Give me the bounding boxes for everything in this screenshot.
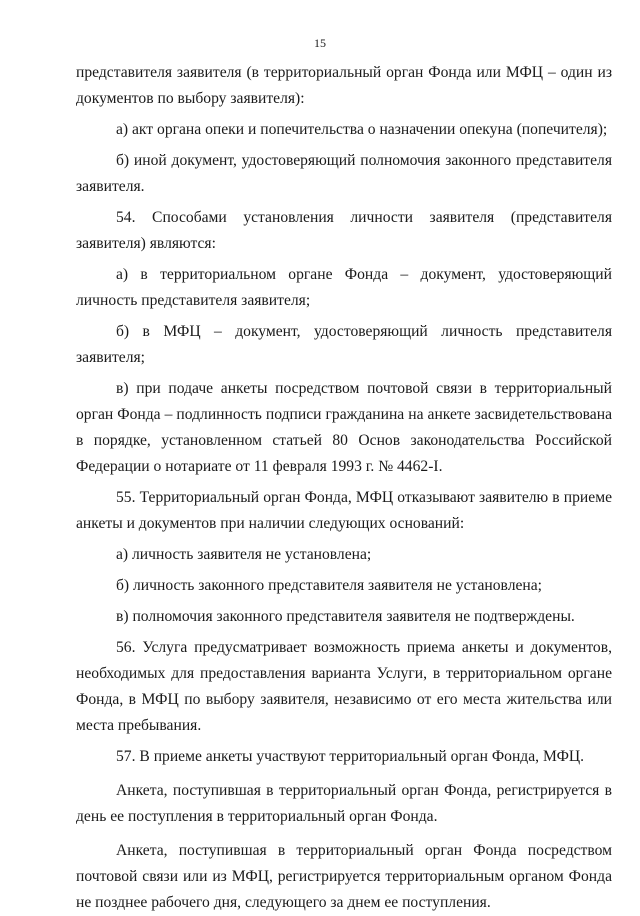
- document-body: [76, 60, 612, 916]
- paragraph-56: 56. Услуга предусматривает возможность приема анкеты и документов, необходимых для предоставления варианта Услуги, в территориальном органе Фонда, в МФЦ по выбору заявителя, независимо от его места жительства или места пребывания.: [76, 639, 612, 734]
- paragraph-55-a: а) личность заявителя не установлена;: [116, 546, 372, 563]
- paragraph-item-b: б) иной документ, удостоверяющий полномочия законного представителя заявителя.: [76, 152, 612, 195]
- paragraph-54: 54. Способами установления личности заявителя (представителя заявителя) являются:: [76, 209, 612, 252]
- paragraph-55-c: в) полномочия законного представителя заявителя не подтверждены.: [116, 608, 575, 625]
- paragraph-57-registration: Анкета, поступившая в территориальный орган Фонда, регистрируется в день ее поступления в территориальный орган Фонда.: [76, 782, 612, 825]
- paragraph-54-a: а) в территориальном органе Фонда – документ, удостоверяющий личность представителя заявителя;: [76, 266, 612, 309]
- paragraph-55: 55. Территориальный орган Фонда, МФЦ отказывают заявителю в приеме анкеты и документов при наличии следующих оснований:: [76, 489, 612, 532]
- paragraph-55-b: б) личность законного представителя заявителя не установлена;: [116, 577, 543, 594]
- paragraph-continuation: представителя заявителя (в территориальный орган Фонда или МФЦ – один из документов по выбору заявителя):: [76, 64, 612, 107]
- paragraph-57: 57. В приеме анкеты участвуют территориальный орган Фонда, МФЦ.: [116, 748, 585, 765]
- paragraph-57-postal-registration: Анкета, поступившая в территориальный орган Фонда посредством почтовой связи или из МФЦ, регистрируется территориальным органом Фонда не позднее рабочего дня, следующего за днем ее поступления.: [76, 842, 612, 911]
- paragraph-item-a: а) акт органа опеки и попечительства о назначении опекуна (попечителя);: [116, 121, 608, 138]
- paragraph-54-b: б) в МФЦ – документ, удостоверяющий личность представителя заявителя;: [76, 323, 612, 366]
- paragraph-54-c: в) при подаче анкеты посредством почтовой связи в территориальный орган Фонда – подлинность подписи гражданина на анкете засвидетельствована в порядке, установленном статьей 80 Основ законодательства Российской Федерации о нотариате от 11 февраля 1993 г. № 4462-I.: [76, 380, 612, 475]
- page-number: 15: [314, 36, 326, 50]
